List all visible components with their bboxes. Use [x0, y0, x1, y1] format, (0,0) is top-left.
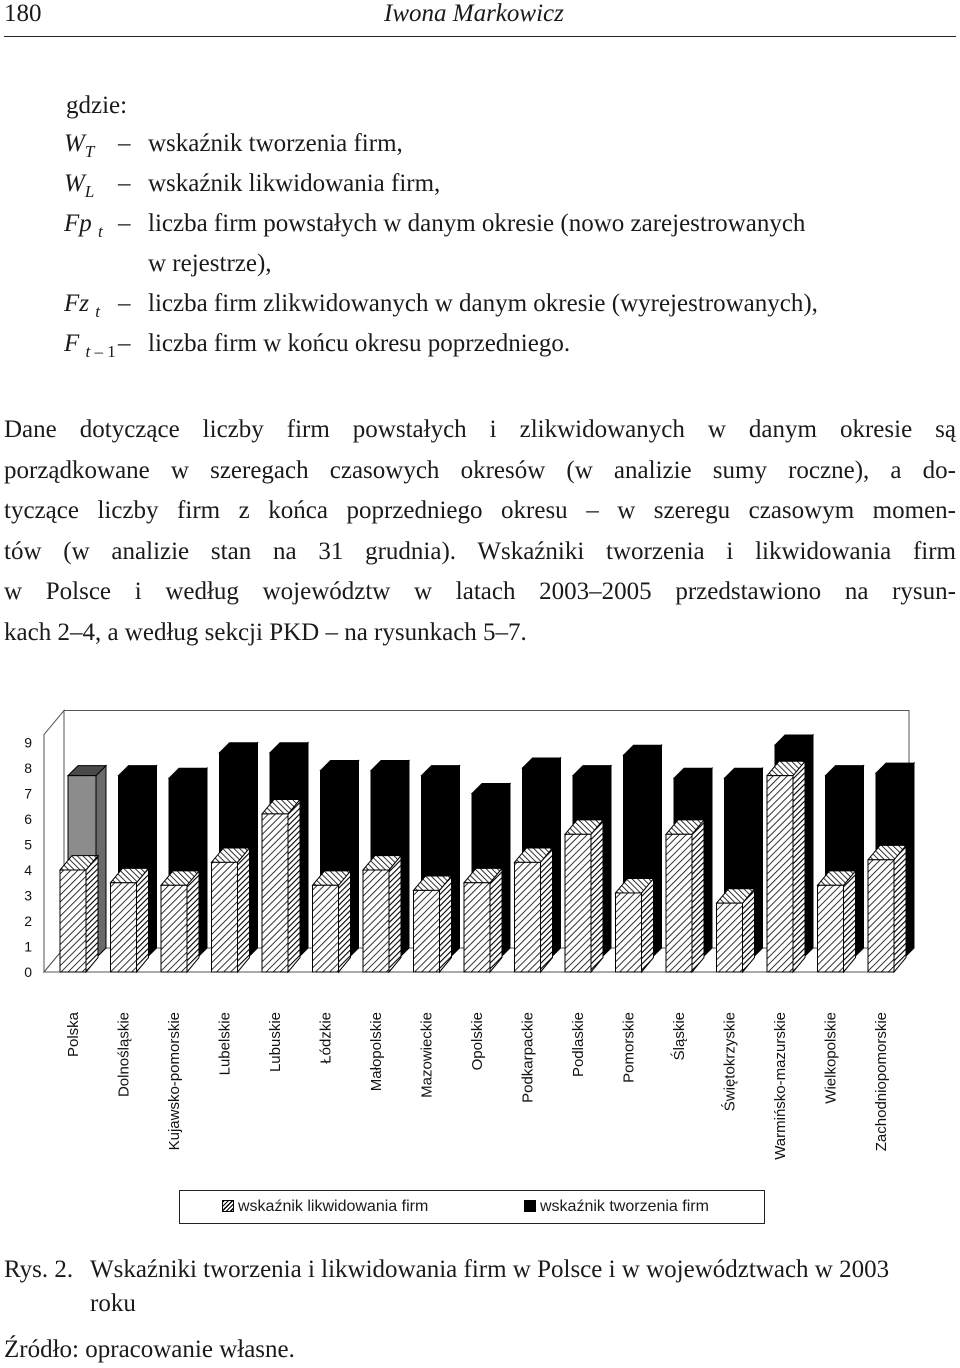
bar-liquidation	[161, 871, 199, 972]
definitions-intro: gdzie:	[66, 92, 128, 119]
y-tick-label: 2	[24, 913, 32, 929]
legend-swatch-hatched	[222, 1200, 234, 1212]
bar-liquidation	[717, 889, 755, 972]
figure-source: Źródło: opracowanie własne.	[4, 1336, 295, 1363]
x-category-label: Dolnośląskie	[115, 1012, 133, 1098]
definition-row	[0, 170, 960, 210]
x-category-label: Polska	[65, 1012, 82, 1058]
paragraph-line: tyczące liczby firm z końca poprzedniego okresu – w szeregu czasowym momen-	[4, 497, 956, 524]
paragraph-line: tów (w analizie stan na 31 grudnia). Wskaźniki tworzenia i likwidowania firm	[4, 537, 956, 565]
bar-liquidation	[666, 820, 704, 972]
x-category-label: Podkarpackie	[519, 1012, 537, 1103]
bar-liquidation	[464, 868, 502, 972]
bar-liquidation	[414, 876, 452, 972]
definition-dash: –	[118, 130, 131, 157]
bar-liquidation	[515, 848, 553, 972]
x-category-label: Kujawsko-pomorskie	[166, 1012, 183, 1151]
x-category-label: Pomorskie	[620, 1012, 638, 1083]
bar-liquidation	[818, 871, 856, 972]
x-category-label: Mazowieckie	[418, 1012, 436, 1098]
running-author: Iwona Markowicz	[384, 0, 564, 27]
chart-x-labels	[65, 1011, 890, 1159]
paragraph-line: w Polsce i według województw w latach 2003–2005 przedstawiono na rysun-	[4, 578, 956, 605]
definition-symbol: F $_{t - 1}$	[64, 330, 116, 361]
header-rule	[4, 36, 956, 37]
definition-row	[0, 210, 960, 277]
y-tick-label: 3	[24, 887, 32, 904]
x-category-label: Warmińsko-mazurskie	[772, 1012, 789, 1160]
x-category-label: Łódzkie	[317, 1012, 335, 1064]
y-tick-label: 1	[24, 938, 32, 955]
bar-liquidation	[212, 848, 250, 972]
definition-text: liczba firm zlikwidowanych w danym okresie (wyrejestrowanych),	[148, 290, 818, 317]
page-number: 180	[4, 0, 42, 27]
body-paragraph	[4, 410, 956, 653]
definition-symbol: $W_T$	[64, 130, 95, 161]
bar-liquidation	[767, 761, 805, 972]
definition-text: wskaźnik tworzenia firm,	[148, 130, 403, 157]
legend-item-creation	[524, 1198, 709, 1216]
y-tick-label: 8	[24, 760, 32, 776]
legend-label: wskaźnik tworzenia firm	[540, 1198, 709, 1215]
definition-symbol: Fp $_t$	[64, 210, 103, 241]
legend-label: wskaźnik likwidowania firm	[238, 1198, 429, 1215]
figure-chart	[0, 700, 960, 1180]
bar-liquidation	[262, 800, 300, 973]
y-tick-label: 0	[24, 964, 32, 980]
x-category-label: Podlaskie	[570, 1012, 587, 1078]
legend-swatch-solid	[524, 1200, 536, 1212]
caption-text: Wskaźniki tworzenia i likwidowania firm w Polsce i w województwach w 2003	[90, 1256, 890, 1283]
x-category-label: Lubelskie	[216, 1012, 234, 1076]
definition-row	[0, 290, 960, 330]
definition-dash: –	[118, 210, 131, 237]
bar-liquidation	[111, 868, 149, 972]
definition-text: wskaźnik likwidowania firm,	[148, 170, 441, 197]
x-category-label: Zachodniopomorskie	[873, 1012, 890, 1152]
bar-liquidation	[868, 845, 906, 972]
paragraph-line: porządkowane w szeregach czasowych okresów (w analizie sumy roczne), a do-	[4, 456, 956, 484]
bar-liquidation	[363, 856, 401, 972]
y-tick-label: 5	[24, 836, 32, 853]
definition-symbol: Fz $_t$	[64, 290, 100, 321]
definition-text: liczba firm powstałych w danym okresie (nowo zarejestrowanych	[148, 210, 806, 237]
paragraph-line: kach 2–4, a według sekcji PKD – na rysunkach 5–7.	[4, 618, 527, 646]
definition-dash: –	[118, 330, 131, 357]
definition-dash: –	[118, 170, 131, 197]
caption-label: Rys. 2.	[4, 1256, 74, 1283]
bar-liquidation	[565, 820, 603, 972]
definition-row	[0, 330, 960, 370]
x-category-label: Świętokrzyskie	[721, 1012, 739, 1112]
definition-dash: –	[118, 290, 131, 317]
definition-row	[0, 130, 960, 170]
x-category-label: Wielkopolskie	[822, 1012, 840, 1104]
bar-liquidation	[313, 871, 351, 972]
y-tick-label: 4	[24, 862, 32, 878]
y-tick-label: 6	[24, 811, 32, 827]
x-category-label: Śląskie	[671, 1012, 688, 1061]
caption-text-continued: roku	[90, 1290, 136, 1317]
chart-bars	[60, 735, 914, 972]
page-header	[0, 0, 960, 36]
legend-item-liquidation	[222, 1198, 428, 1216]
paragraph-line: Dane dotyczące liczby firm powstałych i zlikwidowanych w danym okresie są	[4, 416, 956, 443]
bar-liquidation	[60, 856, 98, 972]
x-category-label: Opolskie	[469, 1012, 486, 1071]
definition-text: liczba firm w końcu okresu poprzedniego.	[148, 330, 571, 357]
y-tick-label: 9	[24, 734, 32, 751]
chart-y-axis	[24, 735, 32, 981]
chart-legend	[179, 1190, 765, 1224]
bar-liquidation	[616, 879, 654, 972]
definition-continuation: w rejestrze),	[148, 250, 272, 277]
x-category-label: Małopolskie	[368, 1012, 385, 1092]
definition-symbol: $W_L$	[64, 170, 95, 201]
x-category-label: Lubuskie	[267, 1012, 284, 1073]
y-tick-label: 7	[24, 785, 32, 802]
